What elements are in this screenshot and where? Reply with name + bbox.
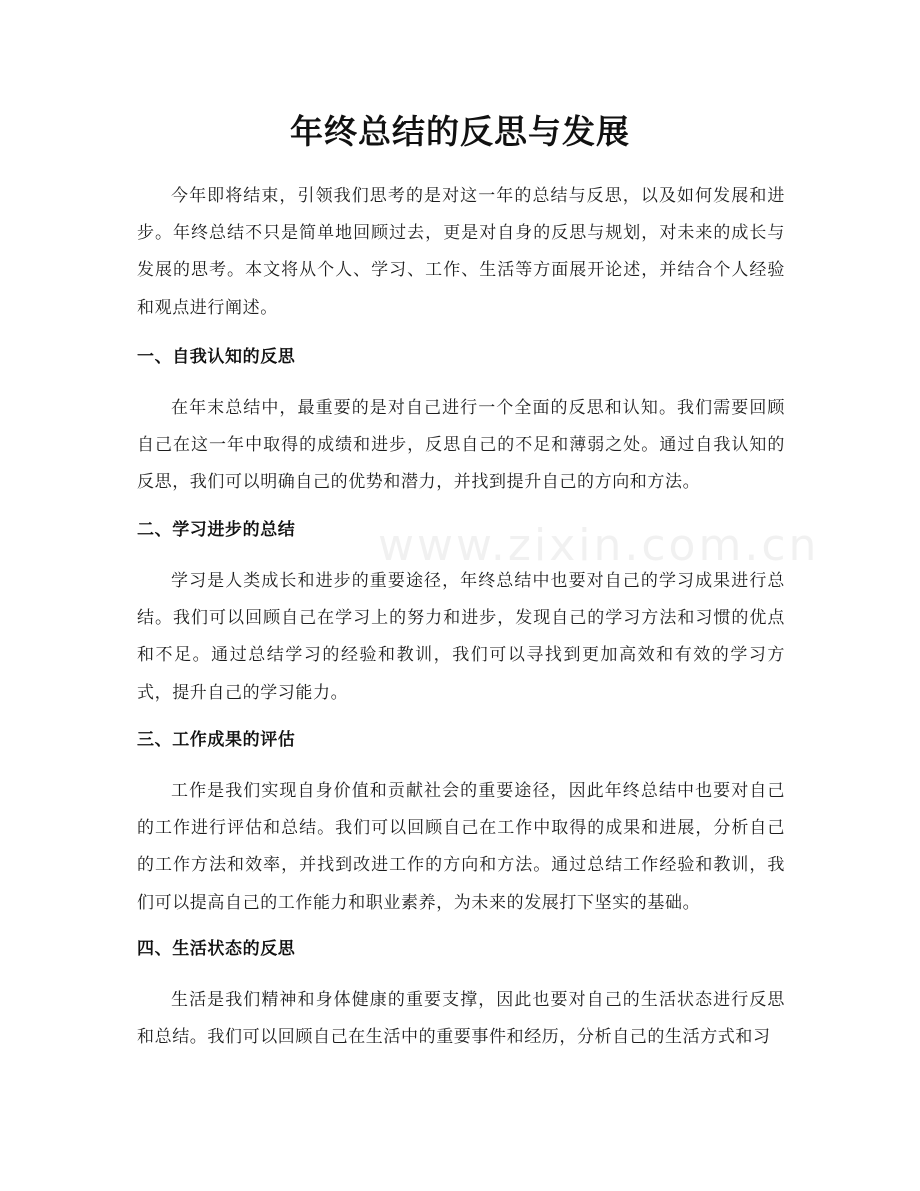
section-heading-1: 一、自我认知的反思 [137,347,296,367]
section-heading-2: 二、学习进步的总结 [137,520,296,540]
section-body-1: 在年末总结中，最重要的是对自己进行一个全面的反思和认知。我们需要回顾自己在这一年中取得的成绩和进步，反思自己的不足和薄弱之处。通过自我认知的反思，我们可以明确自己的优势和潜力，并找到提升自己的方向和方法。 [137,398,785,493]
intro-paragraph: 今年即将结束，引领我们思考的是对这一年的总结与反思，以及如何发展和进步。年终总结不只是简单地回顾过去，更是对自身的反思与规划，对未来的成长与发展的思考。本文将从个人、学习、工作、生活等方面展开论述，并结合个人经验和观点进行阐述。 [137,186,785,318]
page-title: 年终总结的反思与发展 [290,112,630,151]
section-heading-4: 四、生活状态的反思 [137,939,296,959]
section-body-3: 工作是我们实现自身价值和贡献社会的重要途径，因此年终总结中也要对自己的工作进行评估和总结。我们可以回顾自己在工作中取得的成果和进展，分析自己的工作方法和效率，并找到改进工作的方向和方法。通过总结工作经验和教训，我们可以提高自己的工作能力和职业素养，为未来的发展打下坚实的基础。 [137,781,785,913]
section-heading-3: 三、工作成果的评估 [137,730,296,750]
section-body-4: 生活是我们精神和身体健康的重要支撑，因此也要对自己的生活状态进行反思和总结。我们可以回顾自己在生活中的重要事件和经历，分析自己的生活方式和习 [137,990,785,1048]
watermark-text: www.zixin.com.cn [378,520,820,571]
section-body-2: 学习是人类成长和进步的重要途径，年终总结中也要对自己的学习成果进行总结。我们可以回顾自己在学习上的努力和进步，发现自己的学习方法和习惯的优点和不足。通过总结学习的经验和教训，我们可以寻找到更加高效和有效的学习方式，提升自己的学习能力。 [137,571,785,703]
